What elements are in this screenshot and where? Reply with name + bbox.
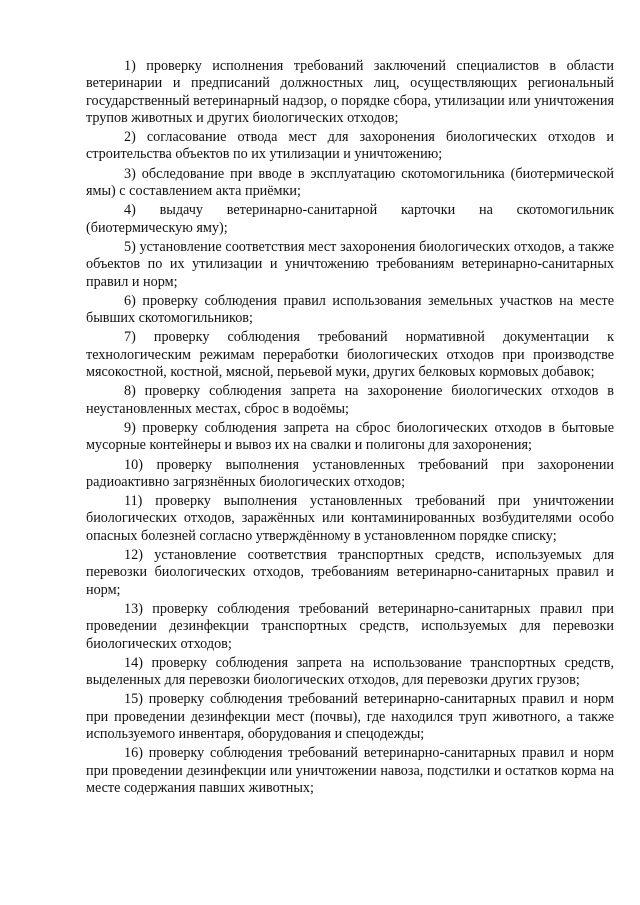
list-item-5: 5) установление соответствия мест захоронения биологических отходов, а также объектов по их утилизации и уничтожению требованиям ветеринарно-санитарных правил и норм; <box>86 238 614 290</box>
list-item-12: 12) установление соответствия транспортных средств, используемых для перевозки биологических отходов, требованиям ветеринарно-санитарных правил и норм; <box>86 547 614 598</box>
list-item-2: 2) согласование отвода мест для захоронения биологических отходов и строительства объектов по их утилизации и уничтожению; <box>86 129 614 163</box>
list-item-14: 14) проверку соблюдения запрета на использование транспортных средств, выделенных для перевозки биологических отходов, для перевозки других грузов; <box>86 654 614 689</box>
list-item-10: 10) проверку выполнения установленных требований при захоронении радиоактивно загрязнённых биологических отходов; <box>86 456 614 490</box>
list-item-13: 13) проверку соблюдения требований ветеринарно-санитарных правил при проведении дезинфекции транспортных средств, используемых для перевозки биологических отходов; <box>86 600 614 652</box>
list-item-9: 9) проверку соблюдения запрета на сброс биологических отходов в бытовые мусорные контейнеры и вывоз их на свалки и полигоны для захоронения; <box>86 419 614 454</box>
list-item-6: 6) проверку соблюдения правил использования земельных участков на месте бывших скотомогильников; <box>86 292 614 327</box>
list-item-3: 3) обследование при вводе в эксплуатацию скотомогильника (биотермической ямы) с составлением акта приёмки; <box>86 165 614 200</box>
list-item-15: 15) проверку соблюдения требований ветеринарно-санитарных правил и норм при проведении дезинфекции мест (почвы), где находился труп животного, а также используемого инвентаря, оборудования и спецодежды; <box>86 691 614 742</box>
document-body <box>86 58 614 799</box>
list-item-4: 4) выдачу ветеринарно-санитарной карточки на скотомогильник (биотермическую яму); <box>86 202 614 236</box>
list-item-7: 7) проверку соблюдения требований нормативной документации к технологическим режимам переработки биологических отходов при производстве мясокостной, костной, мясной, перьевой муки, других белковых кормовых добавок; <box>86 329 614 381</box>
list-item-1: 1) проверку исполнения требований заключений специалистов в области ветеринарии и предписаний должностных лиц, осуществляющих региональный государственный ветеринарный надзор, о порядке сбора, утилизации или уничтожения трупов животных и других биологических отходов; <box>86 58 614 126</box>
list-item-8: 8) проверку соблюдения запрета на захоронение биологических отходов в неустановленных местах, сброс в водоёмы; <box>86 383 614 417</box>
list-item-16: 16) проверку соблюдения требований ветеринарно-санитарных правил и норм при проведении дезинфекции или уничтожении навоза, подстилки и остатков корма на месте содержания павших животных; <box>86 745 614 796</box>
list-item-11: 11) проверку выполнения установленных требований при уничтожении биологических отходов, заражённых или контаминированных возбудителями особо опасных болезней согласно утверждённому в установленном порядке списку; <box>86 493 614 544</box>
